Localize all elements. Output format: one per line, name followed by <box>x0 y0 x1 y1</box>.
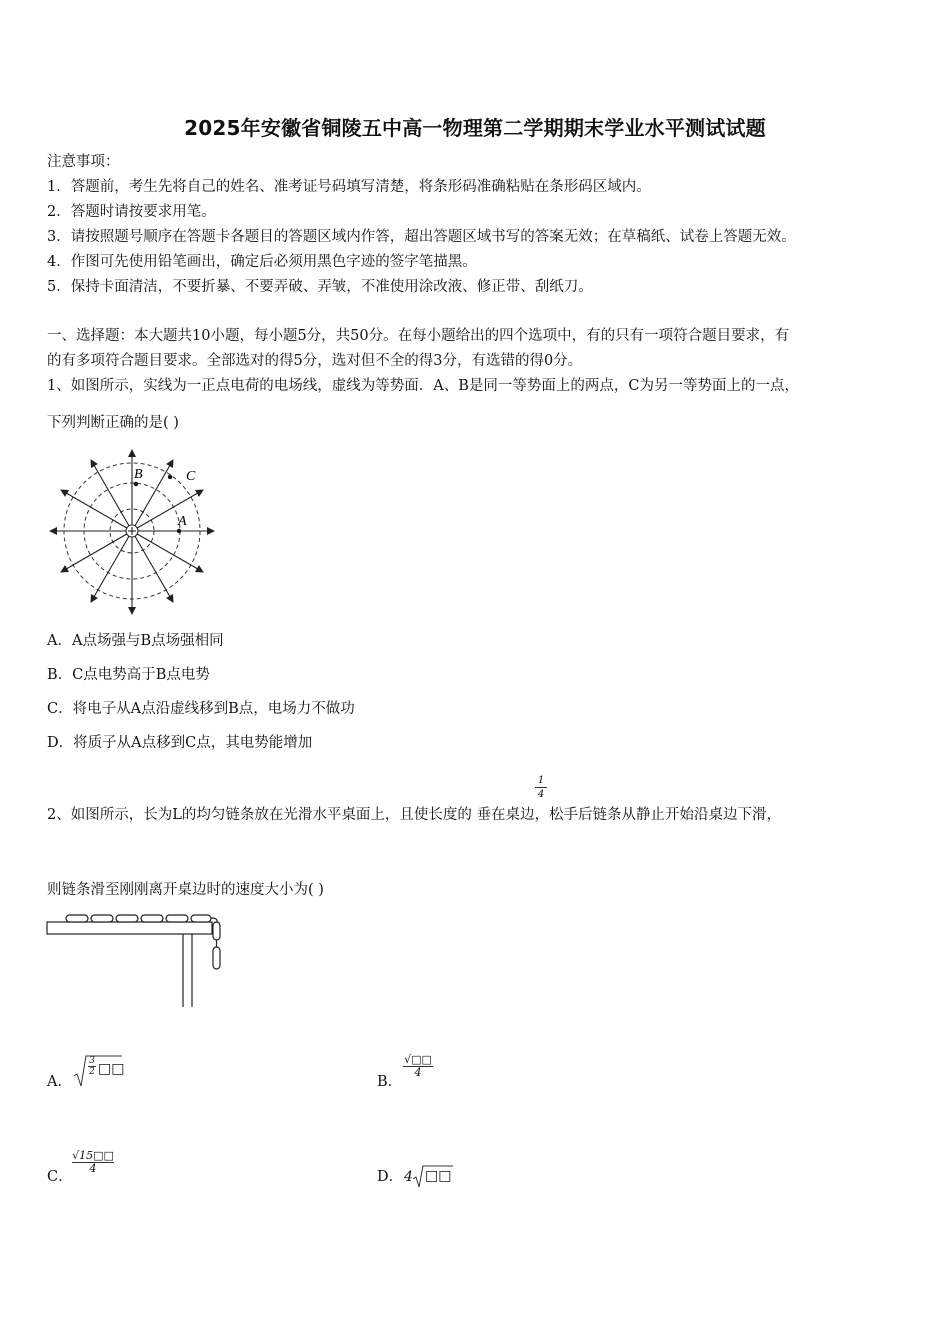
q2-option-b-label: B． <box>377 1074 403 1090</box>
notice-item-3: 3．请按照题号顺序在答题卡各题目的答题区域内作答，超出答题区域书写的答案无效；在草稿纸、试卷上答题无效。 <box>47 229 796 245</box>
q2-option-a-tail: □□ <box>98 1061 125 1077</box>
q2-option-a[interactable] <box>47 1072 72 1092</box>
q2-option-a-math <box>72 1052 132 1092</box>
q2-option-d[interactable] <box>377 1167 403 1187</box>
q2-fraction-numerator: 1 <box>537 775 545 786</box>
notice-item-2: 2．答题时请按要求用笔。 <box>47 204 216 220</box>
q2-option-d-math <box>404 1163 464 1189</box>
q2-option-b[interactable] <box>377 1072 402 1092</box>
q1-option-b[interactable]: B．C点电势高于B点电势 <box>47 667 210 683</box>
label-b: B <box>134 467 143 482</box>
q2-option-d-tail: □□ <box>425 1168 452 1184</box>
q2-fraction-denominator: 4 <box>537 789 545 800</box>
q1-option-d[interactable]: D．将质子从A点移到C点，其电势能增加 <box>47 735 313 751</box>
notice-item-1: 1．答题前，考生先将自己的姓名、准考证号码填写清楚，将条形码准确粘贴在条形码区域内。 <box>47 179 651 195</box>
q2-option-c[interactable] <box>47 1167 73 1187</box>
q1-stem-line-1: 1、如图所示，实线为一正点电荷的电场线，虚线为等势面．A、B是同一等势面上的两点，C为另一等势面上的一点， <box>47 378 799 394</box>
q2-option-a-denominator: 2 <box>89 1067 95 1077</box>
q2-option-c-label: C． <box>47 1169 73 1185</box>
q2-option-b-math <box>403 1054 433 1079</box>
point-b-dot <box>134 482 138 486</box>
section-instructions-line-1: 一、选择题：本大题共10小题，每小题5分，共50分。在每小题给出的四个选项中，有的只有一项符合题目要求，有 <box>47 328 790 344</box>
q1-stem-line-2: 下列判断正确的是( ) <box>47 415 179 431</box>
q2-option-b-numerator: √□□ <box>404 1053 432 1066</box>
q2-option-a-numerator: 3 <box>89 1056 95 1066</box>
notice-item-4: 4．作图可先使用铅笔画出，确定后必须用黑色字迹的签字笔描黑。 <box>47 254 477 270</box>
q2-option-b-denominator: 4 <box>414 1066 422 1079</box>
q1-field-figure <box>46 448 218 618</box>
q1-option-c[interactable]: C．将电子从A点沿虚线移到B点，电场力不做功 <box>47 701 355 717</box>
table-top <box>47 922 212 934</box>
q2-option-c-numerator: √15□□ <box>72 1149 114 1162</box>
notice-item-5: 5．保持卡面清洁，不要折暴、不要弄破、弄皱，不准使用涂改液、修正带、刮纸刀。 <box>47 279 593 295</box>
q2-option-d-coef: 4 <box>404 1169 413 1185</box>
q2-stem-line-1: 2、如图所示，长为L的均匀链条放在光滑水平桌面上，且使长度的 垂在桌边，松手后链条从静止开始沿桌边下滑， <box>47 807 781 823</box>
q1-option-a[interactable]: A．A点场强与B点场强相同 <box>47 633 224 649</box>
section-instructions-line-2: 的有多项符合题目要求。全部选对的得5分，选对但不全的得3分，有选错的得0分。 <box>47 353 583 369</box>
q2-option-a-label: A． <box>47 1074 72 1090</box>
point-a-dot <box>177 529 181 533</box>
q2-option-c-denominator: 4 <box>89 1162 97 1175</box>
q2-fraction <box>535 775 547 800</box>
label-a: A <box>178 514 187 529</box>
label-c: C <box>186 469 196 484</box>
q2-stem-line-2: 则链条滑至刚刚离开桌边时的速度大小为( ) <box>47 882 324 898</box>
q2-chain-figure <box>46 910 228 1010</box>
q2-option-c-math <box>72 1150 114 1175</box>
page-title: 2025年安徽省铜陵五中高一物理第二学期期末学业水平测试试题 <box>184 116 766 140</box>
point-c-dot <box>168 475 172 479</box>
q2-option-d-label: D． <box>377 1169 404 1185</box>
notice-heading: 注意事项： <box>47 154 120 170</box>
